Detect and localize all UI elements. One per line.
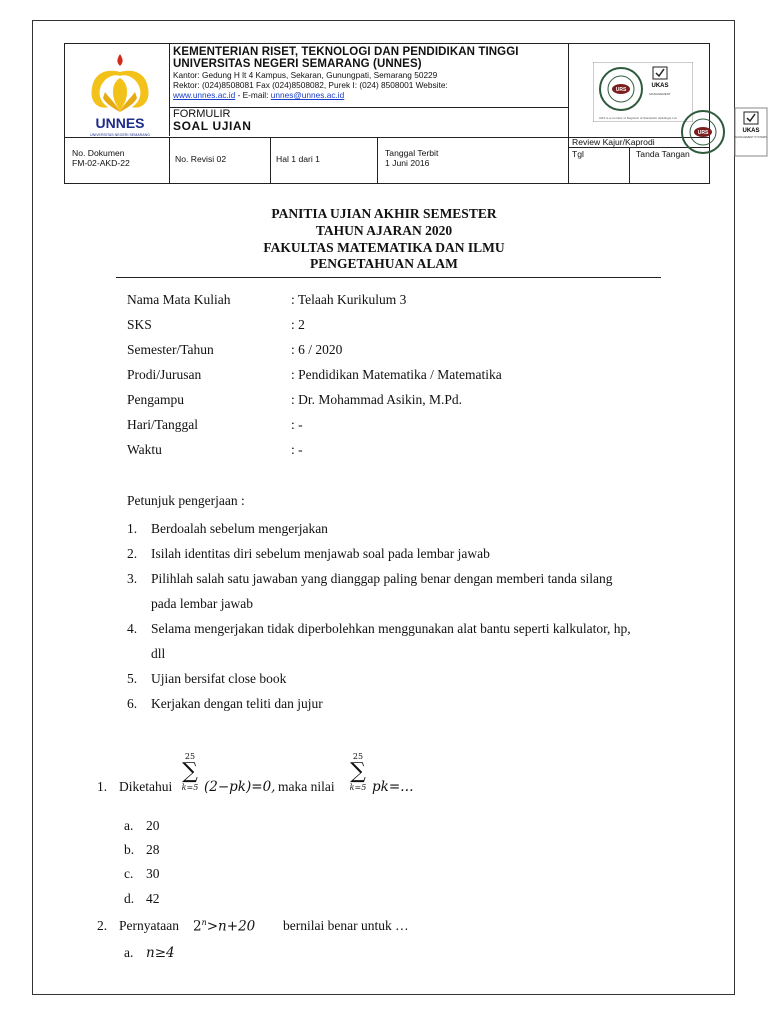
item-number: 5.	[127, 671, 138, 686]
info-value: : Telaah Kurikulum 3	[291, 292, 407, 307]
option-value: 42	[146, 891, 160, 906]
exam-title-line4: PENGETAHUAN ALAM	[310, 256, 458, 271]
svg-text:MANAGEMENT SYSTEMS: MANAGEMENT SYSTEMS	[735, 136, 767, 139]
exam-title-line2: TAHUN AJARAN 2020	[315, 223, 453, 238]
title-rule	[116, 277, 661, 278]
svg-text:MANAGEMENT: MANAGEMENT	[649, 92, 671, 96]
option-letter: c.	[124, 866, 134, 881]
website-link[interactable]: www.unnes.ac.id	[173, 90, 236, 100]
institution-block	[173, 46, 563, 100]
divider	[377, 137, 378, 183]
item-number: 3.	[127, 571, 138, 586]
info-value: : -	[291, 417, 303, 432]
question-number: 1.	[97, 779, 108, 794]
review-label: Review Kajur/Kaprodi	[572, 137, 655, 147]
expression	[193, 918, 255, 935]
info-value: : 2	[291, 317, 305, 332]
revision: No. Revisi 02	[175, 154, 227, 164]
instruction-text: Ujian bersifat close book	[151, 671, 287, 686]
sum-lower: k=5	[181, 783, 199, 792]
address: Kantor: Gedung H lt 4 Kampus, Sekaran, Gunungpati, Semarang 50229	[173, 70, 438, 80]
info-value: : -	[291, 442, 303, 457]
sum-upper: 25	[184, 752, 196, 761]
svg-text:UKAS: UKAS	[742, 128, 760, 134]
issue-date: 1 Juni 2016	[385, 158, 430, 168]
instruction-text: Pilihlah salah satu jawaban yang dianggap paling benar dengan memberi tanda silang	[151, 571, 613, 586]
sigma-icon: ∑	[182, 759, 198, 784]
info-value: : 6 / 2020	[291, 342, 343, 357]
option-letter: a.	[124, 818, 134, 833]
svg-text:UKAS: UKAS	[651, 83, 669, 89]
form-title: SOAL UJIAN	[173, 119, 252, 133]
info-label: Prodi/Jurusan	[127, 367, 202, 382]
question-suffix: bernilai benar untuk …	[283, 918, 409, 933]
option-letter: a.	[124, 945, 134, 960]
exam-title-line1: PANITIA UJIAN AKHIR SEMESTER	[271, 206, 497, 221]
info-label: SKS	[127, 317, 152, 332]
expression: (2−pk)=0,	[204, 779, 276, 795]
expression-exponent: n	[201, 918, 207, 927]
instruction-text: Berdoalah sebelum mengerjakan	[151, 521, 328, 536]
item-number: 6.	[127, 696, 138, 711]
item-number: 1.	[127, 521, 138, 536]
info-label: Waktu	[127, 442, 162, 457]
svg-text:UNNES: UNNES	[95, 115, 145, 131]
form-label: FORMULIR	[173, 108, 231, 120]
page-count: Hal 1 dari 1	[276, 154, 320, 164]
option-letter: d.	[124, 891, 135, 906]
option-value: 30	[146, 866, 160, 881]
divider	[169, 137, 170, 183]
expression-rhs: >n+20	[206, 918, 256, 935]
instruction-text: Isilah identitas diri sebelum menjawab soal pada lembar jawab	[151, 546, 490, 561]
option-value: 20	[146, 818, 160, 833]
document-header	[64, 43, 767, 184]
web-email	[173, 90, 563, 100]
doc-number-label: No. Dokumen	[72, 148, 125, 158]
unnes-logo	[75, 52, 165, 142]
info-value: : Pendidikan Matematika / Matematika	[291, 367, 502, 382]
info-label: Hari/Tanggal	[127, 417, 199, 432]
issue-label: Tanggal Terbit	[385, 148, 439, 158]
svg-text:URS is a member of Registrar o: URS is a member of Registrar of Standards (Holdings) Ltd.	[599, 116, 678, 120]
instruction-text: dll	[151, 646, 166, 661]
divider	[629, 147, 630, 183]
sum-upper: 25	[352, 752, 364, 761]
issue-cell	[385, 148, 438, 168]
question-number: 2.	[97, 918, 108, 933]
certification-badge-duplicate	[677, 106, 768, 164]
university-name: UNIVERSITAS NEGERI SEMARANG (UNNES)	[173, 58, 422, 70]
divider	[568, 44, 569, 183]
svg-text:UNIVERSITAS NEGERI SEMARANG: UNIVERSITAS NEGERI SEMARANG	[89, 133, 151, 137]
question-prefix: Diketahui	[119, 779, 173, 794]
option-letter: b.	[124, 842, 135, 857]
question-middle: maka nilai	[278, 779, 335, 794]
doc-number: FM-02-AKD-22	[72, 158, 130, 168]
email-link[interactable]: unnes@unnes.ac.id	[270, 90, 345, 100]
doc-number-cell	[72, 148, 130, 168]
signature-label: Tanda Tangan	[636, 149, 690, 159]
svg-text:URS: URS	[615, 87, 627, 93]
divider	[270, 137, 271, 183]
sum-lower: k=5	[349, 783, 367, 792]
tgl-label: Tgl	[572, 149, 584, 159]
item-number: 4.	[127, 621, 138, 636]
email-label: - E-mail:	[235, 90, 271, 100]
form-title-block	[173, 108, 251, 132]
question-prefix: Pernyataan	[119, 918, 179, 933]
info-value: : Dr. Mohammad Asikin, M.Pd.	[291, 392, 463, 407]
summation-symbol	[180, 753, 200, 792]
instruction-text: Kerjakan dengan teliti dan jujur	[151, 696, 323, 711]
expression: pk=…	[372, 779, 414, 795]
info-label: Pengampu	[127, 392, 184, 407]
info-label: Semester/Tahun	[127, 342, 214, 357]
expression-base: 2	[193, 918, 202, 935]
divider	[169, 44, 170, 136]
instructions-heading: Petunjuk pengerjaan :	[127, 493, 245, 508]
sigma-icon: ∑	[350, 759, 366, 784]
info-label: Nama Mata Kuliah	[127, 292, 231, 307]
instruction-text: Selama mengerjakan tidak diperbolehkan menggunakan alat bantu seperti kalkulator, hp,	[151, 621, 631, 636]
option-value: n≥4	[146, 945, 175, 961]
ministry-name: KEMENTERIAN RISET, TEKNOLOGI DAN PENDIDIKAN TINGGI	[173, 46, 519, 58]
summation-symbol	[348, 753, 368, 792]
item-number: 2.	[127, 546, 138, 561]
svg-text:URS: URS	[697, 130, 709, 136]
instruction-text: pada lembar jawab	[151, 596, 253, 611]
exam-title-line3: FAKULTAS MATEMATIKA DAN ILMU	[263, 240, 505, 255]
option-value: 28	[146, 842, 160, 857]
contact: Rektor: (024)8508081 Fax (024)8508082, Purek I: (024) 8508001 Website:	[173, 80, 448, 90]
